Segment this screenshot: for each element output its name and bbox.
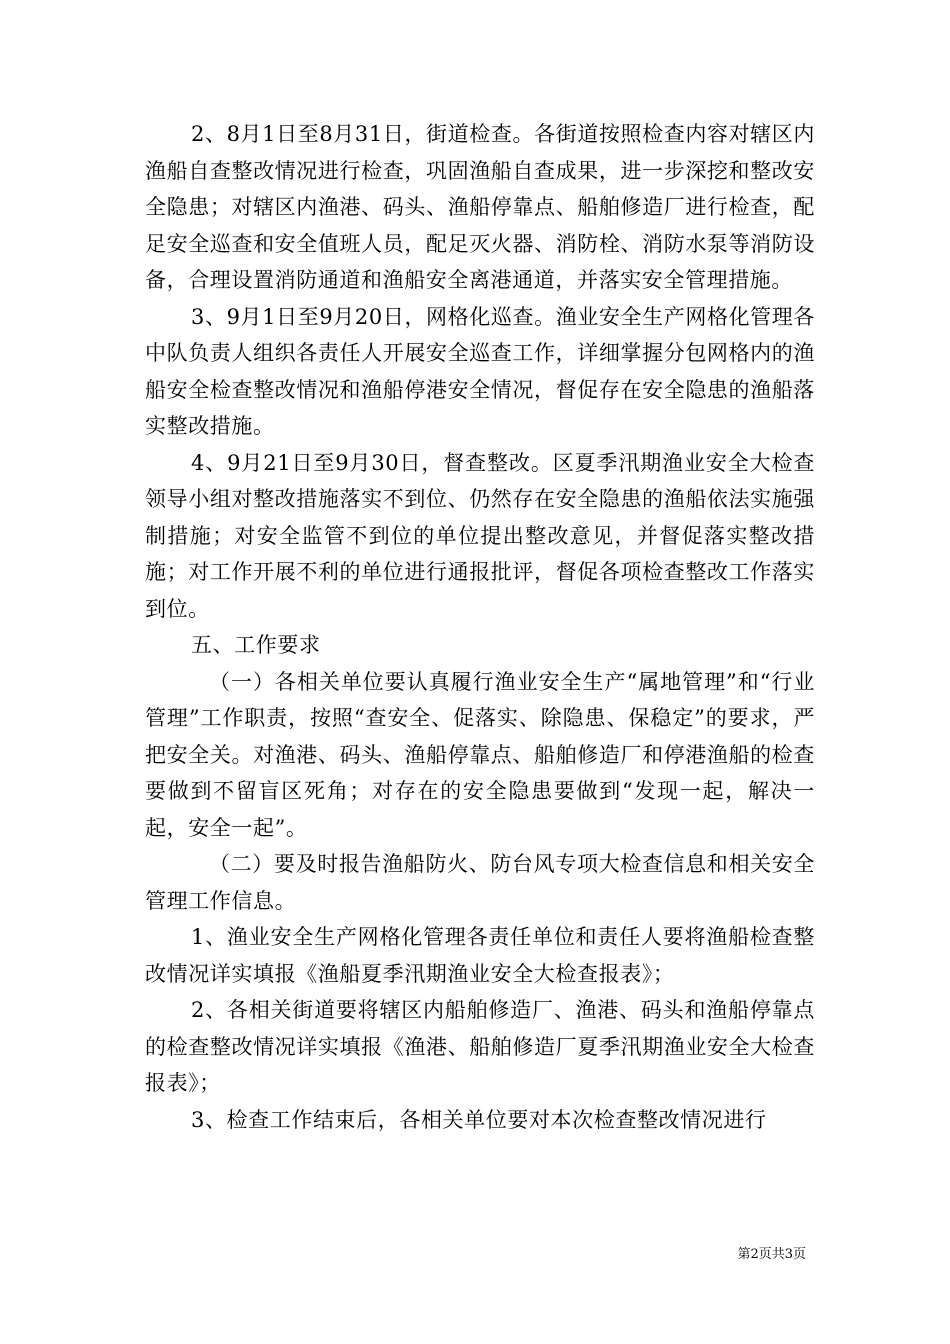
paragraph-supervision-rectification: 4、9月21日至9月30日，督查整改。区夏季汛期渔业安全大检查领导小组对整改措施落实不到位、仍然存在安全隐患的渔船依法实施强制措施；对安全监管不到位的单位提出整改意见，并督促落实整改措施；对工作开展不利的单位进行通报批评，督促各项检查整改工作落实到位。 [145,450,815,621]
paragraph-requirement-1: （一）各相关单位要认真履行渔业安全生产“属地管理”和“行业管理”工作职责，按照“查安全、促落实、除隐患、保稳定”的要求，严把安全关。对渔港、码头、渔船停靠点、船舶修造厂和停港渔船的检查要做到不留盲区死角；对存在的安全隐患要做到“发现一起，解决一起，安全一起”。 [145,669,815,840]
paragraph-requirement-2: （二）要及时报告渔船防火、防台风专项大检查信息和相关安全管理工作信息。 [145,852,815,913]
document-body [145,116,815,1138]
paragraph-street-inspection: 2、8月1日至8月31日，街道检查。各街道按照检查内容对辖区内渔船自查整改情况进行检查，巩固渔船自查成果，进一步深挖和整改安全隐患；对辖区内渔港、码头、渔船停靠点、船舶修造厂进行检查，配足安全巡查和安全值班人员，配足灭火器、消防栓、消防水泵等消防设备，合理设置消防通道和渔船安全离港通道，并落实安全管理措施。 [145,122,815,292]
page-number-footer: 第2页共3页 [737,1247,806,1262]
paragraph-report-item-1: 1、渔业安全生产网格化管理各责任单位和责任人要将渔船检查整改情况详实填报《渔船夏季汛期渔业安全大检查报表》； [145,925,815,986]
paragraph-report-item-2: 2、各相关街道要将辖区内船舶修造厂、渔港、码头和渔船停靠点的检查整改情况详实填报《渔港、船舶修造厂夏季汛期渔业安全大检查报表》； [145,998,815,1095]
section-heading-work-requirements: 五、工作要求 [191,633,321,657]
paragraph-report-item-3: 3、检查工作结束后，各相关单位要对本次检查整改情况进行 [191,1107,767,1132]
paragraph-grid-patrol: 3、9月1日至9月20日，网格化巡查。渔业安全生产网格化管理各中队负责人组织各责任人开展安全巡查工作，详细掌握分包网格内的渔船安全检查整改情况和渔船停港安全情况，督促存在安全隐患的渔船落实整改措施。 [145,304,815,438]
